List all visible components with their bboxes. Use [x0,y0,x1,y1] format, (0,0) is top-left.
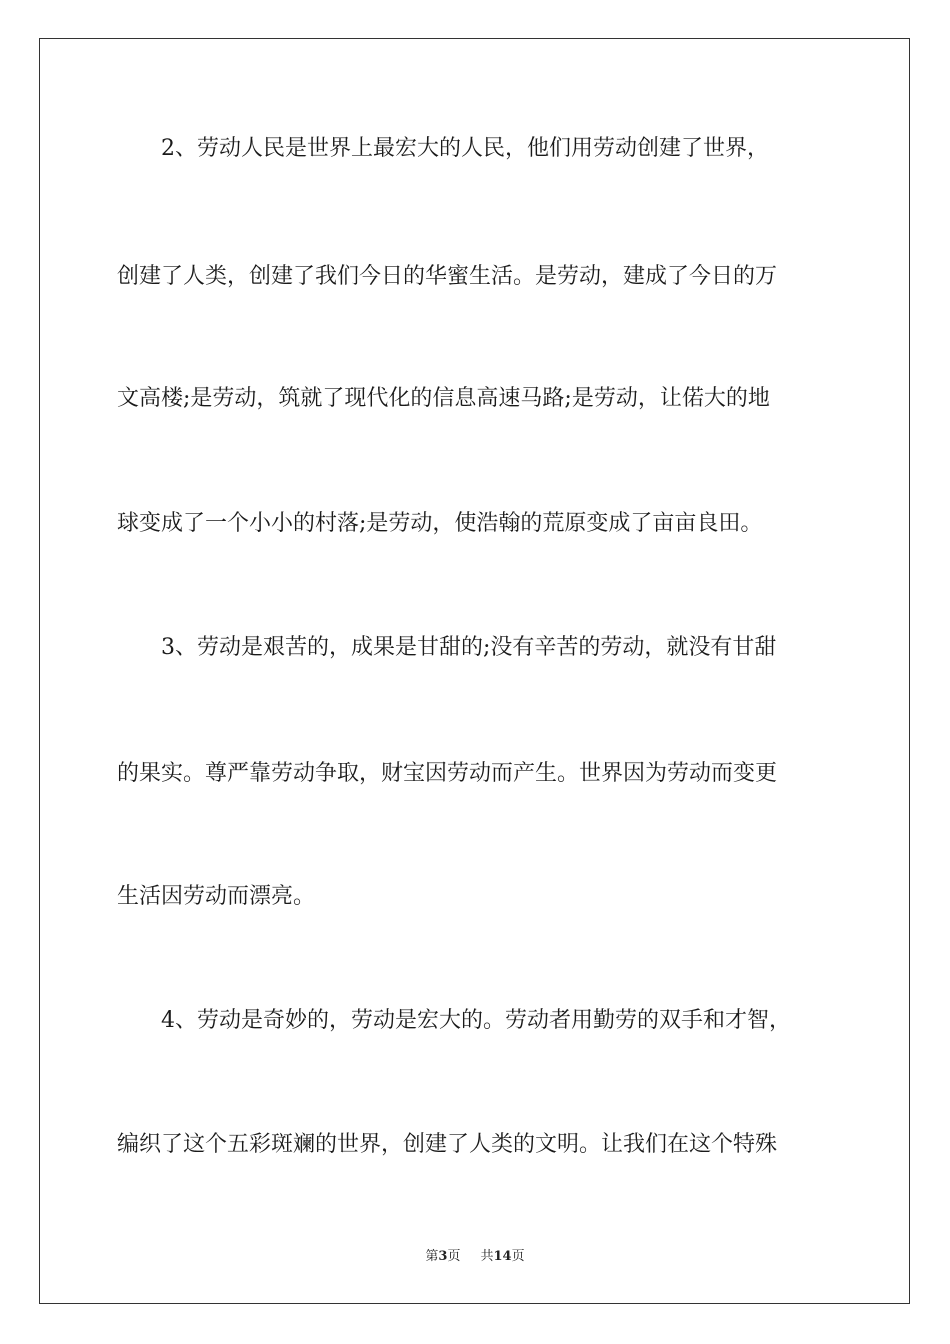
paragraph-2-line-3: 文高楼;是劳动，筑就了现代化的信息高速马路;是劳动，让偌大的地 [117,386,770,411]
page-number: 3 [438,1249,448,1264]
page-border [39,38,910,1304]
page-prefix: 第 [425,1249,439,1264]
page-suffix: 页 [447,1249,461,1264]
paragraph-4-line-1: 4、劳动是奇妙的，劳动是宏大的。劳动者用勤劳的双手和才智， [161,1008,791,1033]
paragraph-4-line-2: 编织了这个五彩斑斓的世界，创建了人类的文明。让我们在这个特殊 [117,1132,778,1157]
page-footer [0,1249,950,1265]
paragraph-2-line-1: 2、劳动人民是世界上最宏大的人民，他们用劳动创建了世界， [161,136,769,161]
paragraph-3-line-1: 3、劳动是艰苦的，成果是甘甜的;没有辛苦的劳动，就没有甘甜 [161,635,777,660]
paragraph-2-line-2: 创建了人类，创建了我们今日的华蜜生活。是劳动，建成了今日的万 [117,264,778,289]
total-suffix: 页 [511,1249,525,1264]
total-prefix: 共 [480,1249,494,1264]
paragraph-2-line-4: 球变成了一个小小的村落;是劳动，使浩翰的荒原变成了亩亩良田。 [117,511,763,536]
paragraph-3-line-2: 的果实。尊严靠劳动争取，财宝因劳动而产生。世界因为劳动而变更 [117,761,778,786]
paragraph-3-line-3: 生活因劳动而漂亮。 [117,884,316,909]
total-pages: 14 [493,1249,512,1264]
